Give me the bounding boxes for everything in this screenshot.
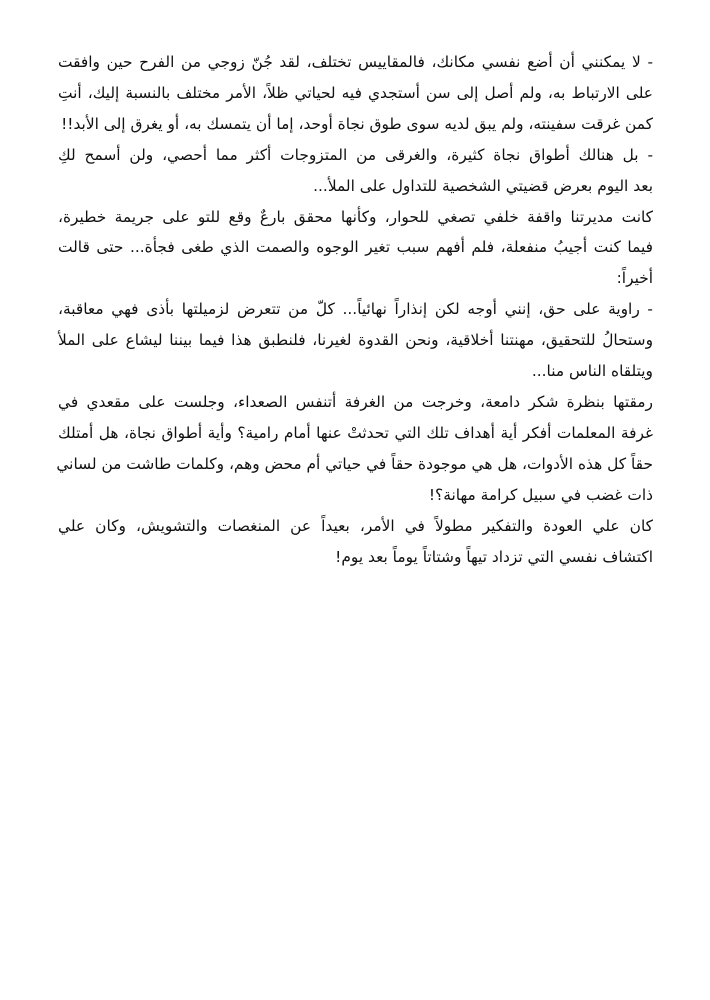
paragraph-line: - لا يمكنني أن أضع نفسي مكانك، فالمقاييس تختلف، لقد جُنّ زوجي من الفرح حين وافقت (58, 53, 653, 71)
paragraph-line: رمقتها بنظرة شكر دامعة، وخرجت من الغرفة أتنفس الصعداء، وجلست على مقعدي في (58, 392, 653, 411)
paragraph-1 (58, 47, 653, 140)
document-page (58, 47, 653, 572)
paragraph-3 (58, 202, 653, 295)
paragraph-line: كمن غرقت سفينته، ولم يبق لديه سوى طوق نجاة أوحد، إما أن يتمسك به، أو يغرق إلى الأبد!! (61, 114, 653, 133)
paragraph-6 (58, 511, 653, 573)
paragraph-line: كان علي العودة والتفكير مطولاً في الأمر، بعيداً عن المنغصات والتشويش، وكان علي (58, 516, 653, 535)
paragraph-line: - راوية على حق، إنني أوجه لكن إنذاراً نهائياً... كلّ من تتعرض لزميلتها بأذى فهي معاقبة، (58, 300, 653, 319)
paragraph-line: كانت مديرتنا واقفة خلفي تصغي للحوار، وكأنها محقق بارعٌ وقع للتو على جريمة خطيرة، (58, 207, 653, 226)
paragraph-line: ذات غضب في سبيل كرامة مهانة؟! (428, 485, 653, 504)
paragraph-5 (58, 387, 653, 511)
paragraph-line: اكتشاف نفسي التي تزداد تيهاً وشتاتاً يوماً بعد يوم! (335, 547, 653, 566)
paragraph-line: فيما كنت أجيبُ منفعلة، فلم أفهم سبب تغير الوجوه والصمت الذي طغى فجأة... حتى قالت (58, 238, 653, 257)
paragraph-line: حقاً كل هذه الأدوات، هل هي موجودة حقاً في حياتي أم محض وهم، وكلمات طاشت من لساني (56, 454, 653, 473)
paragraph-line: - بل هنالك أطواق نجاة كثيرة، والغرقى من المتزوجات أكثر مما أحصي، ولن أسمح لكِ (58, 145, 653, 164)
paragraph-line: بعد اليوم بعرض قضيتي الشخصية للتداول على الملأ... (313, 176, 653, 195)
paragraph-line: غرفة المعلمات أفكر أية أهداف تلك التي تحدثتْ عنها أمام رامية؟ وأية أطواق نجاة، هل أمتلك (58, 423, 653, 442)
paragraph-line: وستحالُ للتحقيق، مهنتنا أخلاقية، ونحن القدوة لغيرنا، فلنطبق هذا فيما بيننا ليشاع على الملأ (58, 331, 653, 350)
paragraph-line: ويتلقاه الناس منا... (531, 362, 653, 381)
paragraph-line: على الارتباط به، ولم أصل إلى سن أستجدي فيه لحياتي ظلاً، الأمر مختلف بالنسبة إليك، أنتِ (58, 83, 653, 102)
paragraph-line: أخيراً: (616, 269, 653, 288)
paragraph-2 (58, 140, 653, 202)
paragraph-4 (58, 294, 653, 387)
